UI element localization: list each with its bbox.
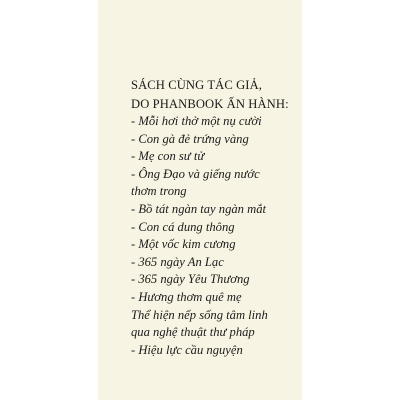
list-item: - Con cá dung thông (131, 219, 235, 234)
list-item: - 365 ngày Yêu Thương (131, 272, 250, 287)
list-item: Thể hiện nếp sống tâm linh (131, 307, 268, 322)
list-item: - Hương thơm quê mẹ (131, 289, 242, 304)
book-page (98, 0, 302, 400)
heading-line-1: SÁCH CÙNG TÁC GIẢ, (131, 78, 263, 92)
list-item: thơm trong (131, 184, 187, 199)
book-list (131, 113, 268, 359)
list-item: - Hiệu lực cầu nguyện (131, 342, 243, 357)
list-item: - Ông Đạo và giếng nước (131, 166, 260, 181)
list-item: - 365 ngày An Lạc (131, 254, 224, 269)
list-item: - Con gà đẻ trứng vàng (131, 131, 249, 146)
heading-line-2: DO PHANBOOK ẤN HÀNH: (131, 97, 289, 111)
list-item: - Mỗi hơi thở một nụ cười (131, 114, 262, 128)
list-item: qua nghệ thuật thư pháp (131, 325, 255, 340)
page-heading (131, 76, 289, 114)
list-item: - Bồ tát ngàn tay ngàn mắt (131, 201, 267, 216)
list-item: - Mẹ con sư tử (131, 149, 205, 164)
list-item: - Một vốc kim cương (131, 237, 236, 252)
